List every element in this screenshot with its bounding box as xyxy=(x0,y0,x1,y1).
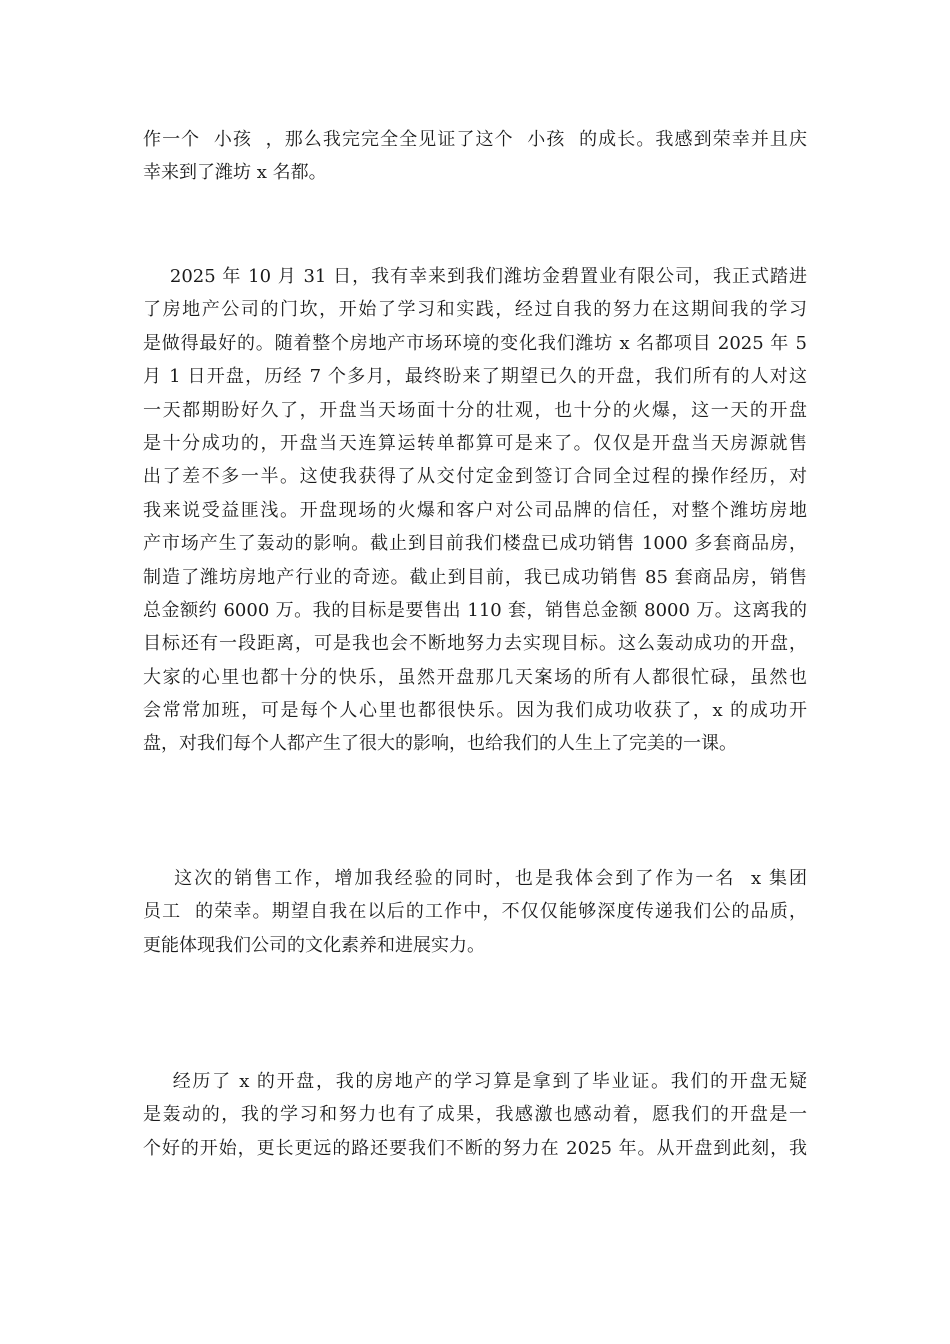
text-line: 盘，对我们每个人都产生了很大的影响，也给我们的人生上了完美的一课。 xyxy=(143,733,737,755)
text-line: 月 1 日开盘，历经 7 个多月，最终盼来了期望已久的开盘，我们所有的人对这 xyxy=(143,366,807,388)
text-line: 产市场产生了轰动的影响。截止到目前我们楼盘已成功销售 1000 多套商品房， xyxy=(143,533,807,555)
text-line: 经历了 x 的开盘，我的房地产的学习算是拿到了毕业证。我们的开盘无疑 xyxy=(143,1071,807,1092)
text-line: 制造了潍坊房地产行业的奇迹。截止到目前，我已成功销售 85 套商品房，销售 xyxy=(143,566,807,588)
text-line: 一天都期盼好久了，开盘当天场面十分的壮观，也十分的火爆，这一天的开盘 xyxy=(143,399,807,421)
text-line: 目标还有一段距离，可是我也会不断地努力去实现目标。这么轰动成功的开盘， xyxy=(143,633,807,655)
text-line: 是十分成功的，开盘当天连算运转单都算可是来了。仅仅是开盘当天房源就售 xyxy=(143,432,807,454)
text-line: 大家的心里也都十分的快乐，虽然开盘那几天案场的所有人都很忙碌，虽然也 xyxy=(143,666,807,688)
text-line: 幸来到了潍坊 x 名都。 xyxy=(143,162,327,184)
text-line: 是做得最好的。随着整个房地产市场环境的变化我们潍坊 x 名都项目 2025 年 5 xyxy=(143,332,807,354)
paragraph-1 xyxy=(143,123,807,190)
text-line: 2025 年 10 月 31 日，我有幸来到我们潍坊金碧置业有限公司，我正式踏进 xyxy=(143,266,807,287)
text-line: 更能体现我们公司的文化素养和进展实力。 xyxy=(143,934,485,956)
text-line: 个好的开始，更长更远的路还要我们不断的努力在 2025 年。从开盘到此刻，我 xyxy=(143,1137,807,1159)
text-line: 了房地产公司的门坎，开始了学习和实践，经过自我的努力在这期间我的学习 xyxy=(143,299,807,321)
text-line: 会常常加班，可是每个人心里也都很快乐。因为我们成功收获了，x 的成功开 xyxy=(143,700,807,722)
text-line: 这次的销售工作，增加我经验的同时，也是我体会到了作为一名 x 集团 xyxy=(143,868,807,889)
text-line: 作一个 小孩 ，那么我完完全全见证了这个 小孩 的成长。我感到荣幸并且庆 xyxy=(143,129,807,150)
text-line: 出了差不多一半。这使我获得了从交付定金到签订合同全过程的操作经历，对 xyxy=(143,466,807,488)
paragraph-3 xyxy=(143,862,807,962)
text-line: 员工 的荣幸。期望自我在以后的工作中，不仅仅能够深度传递我们公的品质， xyxy=(143,901,807,923)
text-line: 总金额约 6000 万。我的目标是要售出 110 套，销售总金额 8000 万。这离我的 xyxy=(143,599,807,621)
paragraph-2 xyxy=(143,260,807,761)
text-line: 是轰动的，我的学习和努力也有了成果，我感激也感动着，愿我们的开盘是一 xyxy=(143,1104,807,1126)
paragraph-4 xyxy=(143,1065,807,1165)
text-line: 我来说受益匪浅。开盘现场的火爆和客户对公司品牌的信任，对整个潍坊房地 xyxy=(143,499,807,521)
